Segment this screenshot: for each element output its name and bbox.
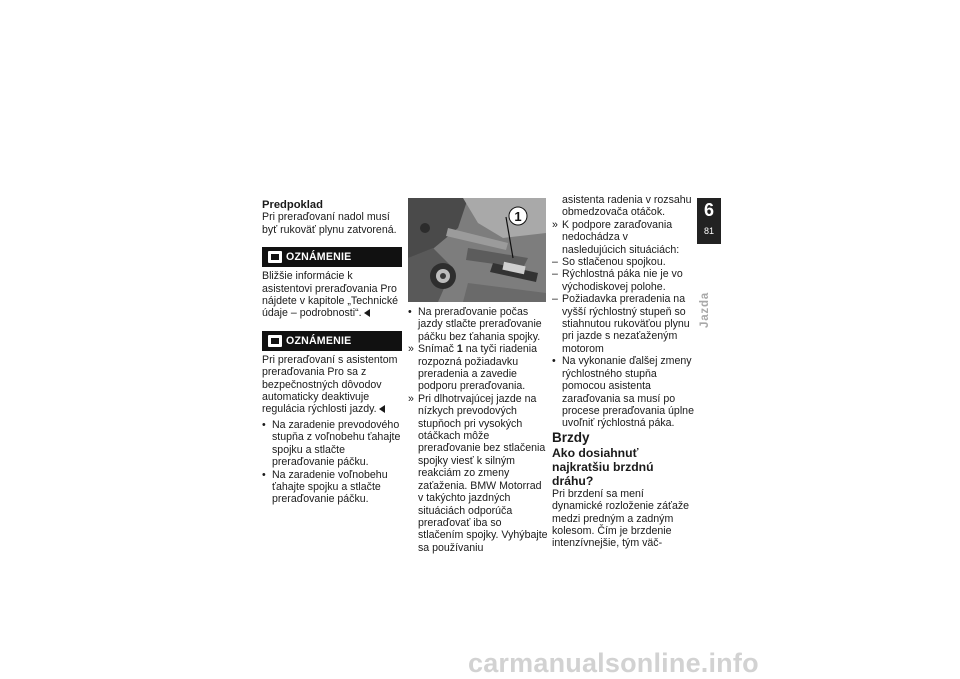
bullet-icon: • [262,418,266,431]
notice-banner [262,331,402,351]
list-item-text: Pri dlhotrvajúcej jazde na nízkych prevodových stupňoch pri vysokých otáčkach môže preraďovanie bez stlačenia spojky viesť k silným reakciám zo zmeny zaťaženia. BMW Motorrad v takýchto jazdných situáciách odporúča preraďovať iba so stlačením spojky. Vyhýbajte sa používaniu [418,392,548,554]
dash-icon: – [552,256,558,269]
notice1-body: Bližšie informácie k asistentovi preraďovania Pro nájdete v kapitole „Technické údaje – podrobnosti“. [262,270,399,320]
brake-paragraph: Pri brzdení sa mení dynamické rozloženie záťaže medzi predným a zadným kolesom. Čím je brzdenie intenzívnejšie, tým väč- [552,487,690,550]
heading-predpoklad: Predpoklad [262,199,323,211]
column-right [552,194,694,550]
dash-icon: – [552,268,558,281]
photo-callout-number: 1 [514,209,522,224]
notice-icon [268,251,282,263]
bullet-icon: • [408,306,412,318]
list-item-text: Požiadavka preradenia na vyšší rýchlostný stupeň so stiahnutou rukoväťou plynu pri jazde s nezaťaženým motorom [562,293,690,355]
result-arrow-icon: » [408,392,414,405]
list-item-text: So stlačenou spojkou. [562,256,666,269]
page-number: 81 [703,226,714,236]
dash-icon: – [552,293,558,306]
column-middle [408,198,548,554]
section-title-brzdy: Brzdy [552,429,590,445]
notice-label: OZNÁMENIE [286,334,352,347]
list-item-text: Na zaradenie prevodového stupňa z voľnobehu ťahajte spojku a stlačte preraďovanie páčku. [272,418,401,469]
result-arrow-icon: » [408,343,414,356]
list-item [552,256,694,268]
list-item-text: Rýchlostná páka nie je vo východiskovej polohe. [562,268,683,293]
list-item-text: Na vykonanie ďalšej zmeny rýchlostného stupňa pomocou asistenta zaraďovania sa musí po procese preraďovania úplne uvoľniť rýchlostná páka. [562,355,694,430]
chapter-tab [697,198,721,244]
bullet-icon: • [552,355,556,368]
notice-banner [262,247,402,267]
intro-text: Pri preraďovaní nadol musí byť rukoväť plynu zatvorená. [262,211,397,236]
list-item [408,343,548,393]
motorcycle-photo-illustration [408,198,546,302]
notice-label: OZNÁMENIE [286,251,352,264]
list-item [262,419,402,469]
list-item-text: na tyči riadenia rozpozná požiadavku preradenia a zavedie podporu preraďovania. [418,343,537,393]
condition-list [552,219,694,430]
watermark-text: carmanualsonline.info [468,648,759,678]
list-item [262,469,402,506]
notice1-text [262,270,402,320]
list-item-text: Na zaradenie voľnobehu ťahajte spojku a stlačte preraďovanie páčku. [272,468,388,506]
column-left [262,199,402,506]
notice2-text [262,354,402,416]
list-item [408,306,548,343]
list-item [552,219,694,256]
chapter-side-title: Jazda [699,292,711,328]
bullet-list [262,419,402,506]
chapter-number: 6 [703,200,714,220]
instruction-list [408,306,548,554]
result-arrow-icon: » [552,218,558,231]
callout-reference: 1 [456,343,463,356]
shift-lever-photo [408,198,546,302]
end-mark-icon [379,405,385,413]
list-item [552,355,694,429]
list-item-text: Na preraďovanie počas jazdy stlačte preraďovanie páčku bez ťahania spojky. [418,306,542,343]
bullet-icon: • [262,468,266,481]
list-item [552,293,694,355]
continued-text: asistenta radenia v rozsahu obmedzovača otáčok. [562,194,692,219]
list-item-text: K podpore zaraďovania nedochádza v nasledujúcich situáciách: [562,218,680,256]
subsection-title: Ako dosiahnuť najkratšiu brzdnú dráhu? [552,445,654,488]
list-item-text: Snímač [418,343,454,356]
notice-icon [268,335,282,347]
list-item [408,393,548,554]
notice2-body: Pri preraďovaní s asistentom preraďovania Pro sa z bezpečnostných dôvodov automaticky deaktivuje regulácia rýchlosti jazdy. [262,353,398,416]
end-mark-icon [364,309,370,317]
list-item [552,268,694,293]
